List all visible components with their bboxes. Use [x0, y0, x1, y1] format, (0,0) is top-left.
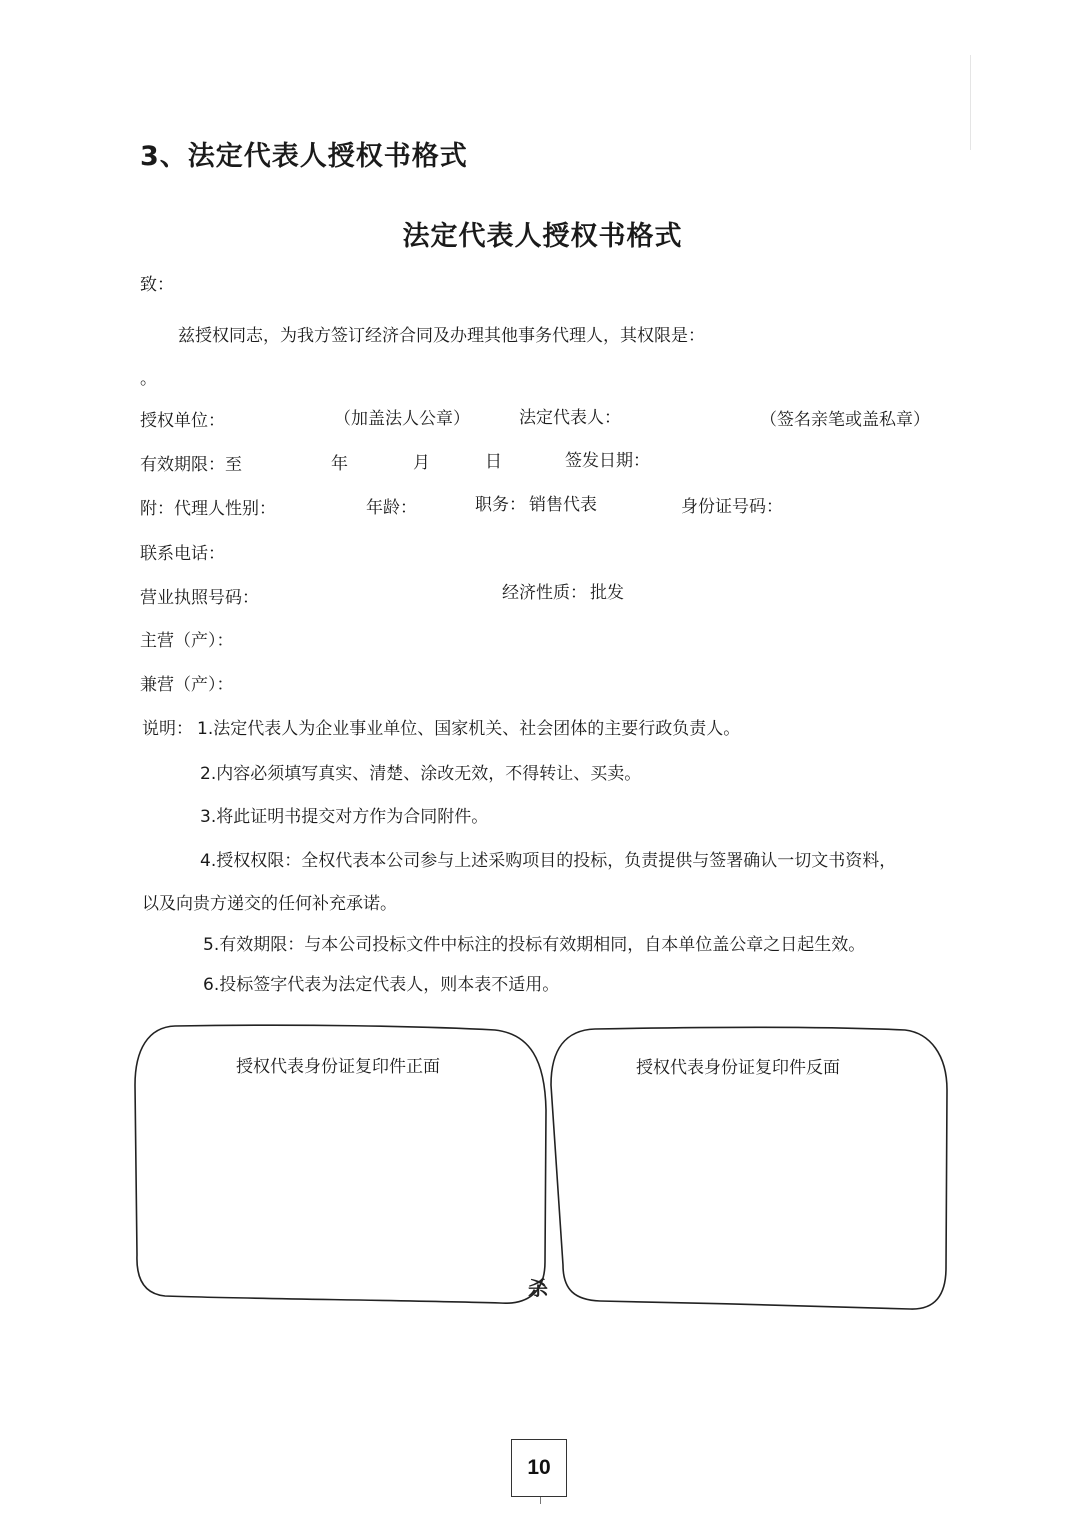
age-label: 年龄： [366, 498, 417, 518]
note-item: 5.有效期限：与本公司投标文件中标注的投标有效期相同，自本单位盖公章之日起生效。 [203, 935, 866, 955]
section-heading: 3、法定代表人授权书格式 [140, 141, 468, 172]
notes-label: 说明： [142, 719, 193, 739]
note-item-continuation: 以及向贵方递交的任何补充承诺。 [142, 894, 397, 914]
position-label: 职务： [475, 495, 526, 515]
auth-unit-note: （加盖法人公章） [334, 409, 470, 429]
note-item: 4.授权权限：全权代表本公司参与上述采购项目的投标，负责提供与签署确认一切文书资料， [200, 851, 897, 871]
note-item: 1.法定代表人为企业事业单位、国家机关、社会团体的主要行政负责人。 [197, 719, 741, 739]
intro-paragraph: 兹授权同志，为我方签订经济合同及办理其他事务代理人，其权限是： [178, 326, 705, 346]
addressee-label: 致： [140, 275, 174, 295]
intro-end: 。 [140, 369, 157, 389]
legal-rep-label: 法定代表人： [519, 408, 621, 428]
note-item: 3.将此证明书提交对方作为合同附件。 [200, 807, 489, 827]
side-business-label: 兼营（产）： [140, 675, 234, 695]
page-tick-mark [540, 1497, 541, 1504]
agent-gender-label: 附：代理人性别： [140, 499, 276, 519]
day-label: 日 [485, 452, 502, 472]
issue-date-label: 签发日期： [565, 451, 650, 471]
id-back-caption: 授权代表身份证复印件反面 [636, 1058, 840, 1078]
document-title: 法定代表人授权书格式 [402, 221, 683, 252]
license-label: 营业执照号码： [140, 588, 259, 608]
position-value: 销售代表 [529, 495, 597, 515]
legal-rep-note: （签名亲笔或盖私章） [760, 410, 930, 430]
note-item: 2.内容必须填写真实、清楚、涂改无效，不得转让、买卖。 [200, 764, 642, 784]
month-label: 月 [413, 453, 430, 473]
auth-unit-label: 授权单位： [140, 411, 225, 431]
stamp-fragment: 杀 [528, 1276, 548, 1300]
year-label: 年 [331, 454, 348, 474]
validity-label: 有效期限：至 [140, 455, 242, 475]
id-number-label: 身份证号码： [681, 497, 783, 517]
main-business-label: 主营（产）： [140, 631, 234, 651]
page-number: 10 [511, 1439, 567, 1497]
econ-nature-label: 经济性质： [502, 583, 587, 603]
note-item: 6.投标签字代表为法定代表人，则本表不适用。 [203, 975, 560, 995]
id-front-caption: 授权代表身份证复印件正面 [236, 1057, 440, 1077]
econ-nature-value: 批发 [590, 583, 624, 603]
phone-label: 联系电话： [140, 544, 225, 564]
